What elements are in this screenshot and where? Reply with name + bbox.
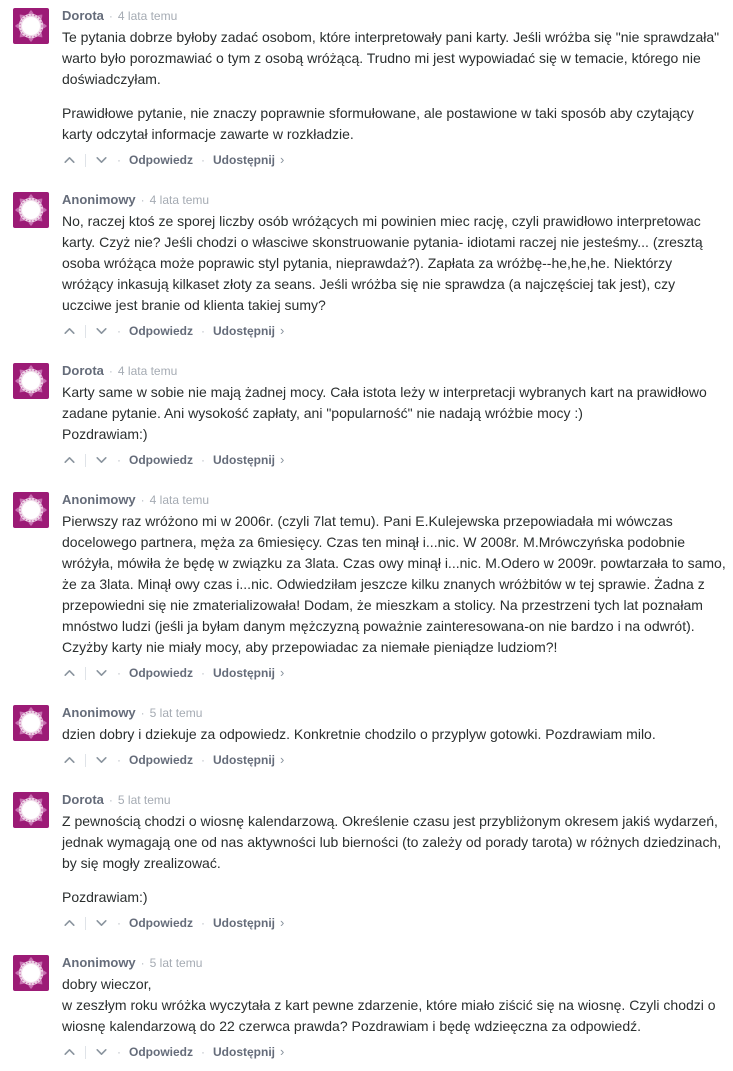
comment-content (62, 8, 727, 167)
comment (13, 955, 727, 1059)
vote-divider (85, 454, 86, 467)
comment-author: Anonimowy (62, 955, 136, 970)
share-chevron-icon: › (280, 323, 285, 338)
comment (13, 192, 727, 338)
comment-timestamp[interactable]: 5 lat temu (149, 706, 203, 720)
comment-author: Dorota (62, 792, 104, 807)
action-separator: · (117, 916, 121, 930)
mandala-flower-icon (13, 8, 49, 44)
meta-separator: · (140, 193, 145, 207)
reply-button[interactable]: Odpowiedz (129, 666, 193, 680)
chevron-down-icon (96, 756, 107, 764)
comment-text: Te pytania dobrze byłoby zadać osobom, które interpretowały pani karty. Jeśli wróżba się "nie sprawdzała" warto było porozmawiać o tym z osobą wróżącą. Trudno mi jest wypowiadać się w temacie, którego nie doświadczyłam. Prawidłowe pytanie, nie znaczy poprawnie sformułowane, ale postawione w taki sposób aby czytający karty odczytał informacje zawarte w rozkładzie. (62, 29, 720, 142)
meta-separator: · (108, 9, 113, 23)
comment-meta (62, 363, 727, 379)
downvote-button[interactable] (94, 756, 109, 764)
share-label: Udostępnij (213, 324, 275, 338)
mandala-flower-icon (13, 955, 49, 991)
share-button[interactable] (213, 453, 284, 467)
avatar (13, 955, 49, 991)
chevron-down-icon (96, 1048, 107, 1056)
comment-text: Pierwszy raz wróżono mi w 2006r. (czyli 7lat temu). Pani E.Kulejewska przepowiadała mi wówczas docelowego partnera, męża za 6miesięcy. Czas ten minął i...nic. W 2008r. M.Mrówczyńska podobnie wróżyła, mówiła że będę w związku za 3lata. Czas owy minął i...nic. M.Odero w 2009r. powtarzała to samo, że za 3lata. Minął owy czas i...nic. Odwiedziłam jeszcze kilku znanych wróżbitów w tej sprawie. Żadna z przepowiedni się nie zmaterializowała! Dodam, że mieszkam a stolicy. Na przestrzeni tych lat poznałam mnóstwo ludzi (jeśli ja byłam danym mężczyzną poważnie zainteresowana-on nie bardzo i na odwrót). Czyżby karty nie miały mocy, aby przepowiadac za niemałe pieniądze ludziom?! (62, 513, 726, 655)
comment-text: Karty same w sobie nie mają żadnej mocy. Cała istota leży w interpretacji wybranych kart na prawidłowo zadane pytanie. Ani wysokość zapłaty, ani "popularność" nie nadają wróżbie mocy :) Pozdrawiam:) (62, 384, 707, 442)
mandala-flower-icon (13, 792, 49, 828)
downvote-button[interactable] (94, 456, 109, 464)
comment (13, 363, 727, 467)
comment-author: Anonimowy (62, 192, 136, 207)
comment-timestamp[interactable]: 4 lata temu (117, 9, 178, 23)
comment-content (62, 192, 727, 338)
upvote-button[interactable] (62, 456, 77, 464)
action-separator: · (201, 153, 205, 167)
upvote-button[interactable] (62, 669, 77, 677)
share-label: Udostępnij (213, 916, 275, 930)
share-chevron-icon: › (280, 1044, 285, 1059)
action-separator: · (117, 1045, 121, 1059)
comment-meta (62, 192, 727, 208)
comment-actions (62, 666, 727, 680)
share-chevron-icon: › (280, 915, 285, 930)
chevron-down-icon (96, 156, 107, 164)
meta-separator: · (108, 364, 113, 378)
avatar (13, 705, 49, 741)
share-label: Udostępnij (213, 1045, 275, 1059)
share-chevron-icon: › (280, 152, 285, 167)
comment-actions (62, 753, 727, 767)
comment-content (62, 705, 727, 767)
avatar (13, 192, 49, 228)
action-separator: · (201, 753, 205, 767)
comment-meta (62, 705, 727, 721)
share-button[interactable] (213, 753, 284, 767)
vote-divider (85, 1046, 86, 1059)
comment-author: Anonimowy (62, 705, 136, 720)
comment-author: Dorota (62, 363, 104, 378)
share-label: Udostępnij (213, 153, 275, 167)
chevron-down-icon (96, 919, 107, 927)
chevron-up-icon (64, 456, 75, 464)
share-label: Udostępnij (213, 753, 275, 767)
avatar (13, 492, 49, 528)
chevron-down-icon (96, 327, 107, 335)
comment-author: Dorota (62, 8, 104, 23)
reply-button[interactable]: Odpowiedz (129, 1045, 193, 1059)
action-separator: · (117, 453, 121, 467)
upvote-button[interactable] (62, 919, 77, 927)
chevron-down-icon (96, 456, 107, 464)
meta-separator: · (140, 493, 145, 507)
comment-actions (62, 916, 727, 930)
avatar (13, 8, 49, 44)
downvote-button[interactable] (94, 919, 109, 927)
meta-separator: · (140, 956, 145, 970)
comment-actions (62, 324, 727, 338)
action-separator: · (201, 1045, 205, 1059)
downvote-button[interactable] (94, 327, 109, 335)
reply-button[interactable]: Odpowiedz (129, 453, 193, 467)
comment-meta (62, 955, 727, 971)
avatar (13, 363, 49, 399)
comment-timestamp[interactable]: 4 lata temu (149, 193, 210, 207)
comment-meta (62, 8, 727, 24)
comment-meta (62, 792, 727, 808)
comment (13, 8, 727, 167)
action-separator: · (117, 753, 121, 767)
chevron-down-icon (96, 669, 107, 677)
mandala-flower-icon (13, 192, 49, 228)
comment-timestamp[interactable]: 4 lata temu (149, 493, 210, 507)
comment-meta (62, 492, 727, 508)
chevron-up-icon (64, 1048, 75, 1056)
vote-divider (85, 325, 86, 338)
meta-separator: · (140, 706, 145, 720)
reply-button[interactable]: Odpowiedz (129, 916, 193, 930)
reply-button[interactable]: Odpowiedz (129, 753, 193, 767)
share-chevron-icon: › (280, 752, 285, 767)
vote-divider (85, 754, 86, 767)
upvote-button[interactable] (62, 756, 77, 764)
meta-separator: · (108, 793, 113, 807)
action-separator: · (201, 916, 205, 930)
comment-actions (62, 1045, 727, 1059)
share-chevron-icon: › (280, 452, 285, 467)
action-separator: · (117, 153, 121, 167)
action-separator: · (201, 666, 205, 680)
comment-list (13, 8, 727, 1059)
comment-text: No, raczej ktoś ze sporej liczby osób wróżących mi powinien miec rację, czyli prawidłowo interpretowac karty. Czyż nie? Jeśli chodzi o własciwe skonstruowanie pytania- idiotami raczej nie jesteśmy... (zresztą osoba wróżąca może poprawic styl pytania, nieprawdaż?). Zapłata za wróżbę--he,he,he. Niektórzy wróżący inkasują kilkaset złoty za seans. Jeśli wróżba się nie sprawdza (a najczęściej tak jest), czy uczciwe jest branie od klienta takiej sumy? (62, 213, 703, 313)
downvote-button[interactable] (94, 156, 109, 164)
share-button[interactable] (213, 153, 284, 167)
downvote-button[interactable] (94, 669, 109, 677)
comment-author: Anonimowy (62, 492, 136, 507)
reply-button[interactable]: Odpowiedz (129, 153, 193, 167)
mandala-flower-icon (13, 492, 49, 528)
upvote-button[interactable] (62, 1048, 77, 1056)
comment-content (62, 492, 727, 680)
comment (13, 705, 727, 767)
mandala-flower-icon (13, 363, 49, 399)
upvote-button[interactable] (62, 327, 77, 335)
comment-text: Z pewnością chodzi o wiosnę kalendarzową. Określenie czasu jest przybliżonym okresem jakiś wydarzeń, jednak wymagają one od nas aktywności lub bierności (to zależy od porady tarota) w różnych dziedzinach, by się mogły zrealizować. Pozdrawiam:) (62, 813, 722, 905)
upvote-button[interactable] (62, 156, 77, 164)
comment-text: dzien dobry i dziekuje za odpowiedz. Konkretnie chodzilo o przyplyw gotowki. Pozdrawiam milo. (62, 726, 656, 742)
action-separator: · (117, 666, 121, 680)
share-button[interactable] (213, 916, 284, 930)
action-separator: · (117, 324, 121, 338)
reply-button[interactable]: Odpowiedz (129, 324, 193, 338)
share-button[interactable] (213, 1045, 284, 1059)
avatar (13, 792, 49, 828)
action-separator: · (201, 453, 205, 467)
share-button[interactable] (213, 666, 284, 680)
comment (13, 492, 727, 680)
comment-content (62, 792, 727, 930)
chevron-up-icon (64, 919, 75, 927)
share-chevron-icon: › (280, 665, 285, 680)
share-label: Udostępnij (213, 666, 275, 680)
share-button[interactable] (213, 324, 284, 338)
downvote-button[interactable] (94, 1048, 109, 1056)
vote-divider (85, 154, 86, 167)
vote-divider (85, 917, 86, 930)
comment-text: dobry wieczor, w zeszłym roku wróżka wyczytała z kart pewne zdarzenie, które miało ziścić się na wiosnę. Czyli chodzi o wiosnę kalendarzową do 22 czerwca prawda? Pozdrawiam i będę wdzieęczna za odpowiedź. (62, 976, 716, 1034)
comment-content (62, 955, 727, 1059)
comment (13, 792, 727, 930)
share-label: Udostępnij (213, 453, 275, 467)
action-separator: · (201, 324, 205, 338)
chevron-up-icon (64, 669, 75, 677)
mandala-flower-icon (13, 705, 49, 741)
comment-actions (62, 453, 727, 467)
comment-timestamp[interactable]: 4 lata temu (117, 364, 178, 378)
comment-timestamp[interactable]: 5 lat temu (117, 793, 171, 807)
comment-timestamp[interactable]: 5 lat temu (149, 956, 203, 970)
chevron-up-icon (64, 156, 75, 164)
chevron-up-icon (64, 756, 75, 764)
vote-divider (85, 667, 86, 680)
comment-actions (62, 153, 727, 167)
comment-content (62, 363, 727, 467)
chevron-up-icon (64, 327, 75, 335)
